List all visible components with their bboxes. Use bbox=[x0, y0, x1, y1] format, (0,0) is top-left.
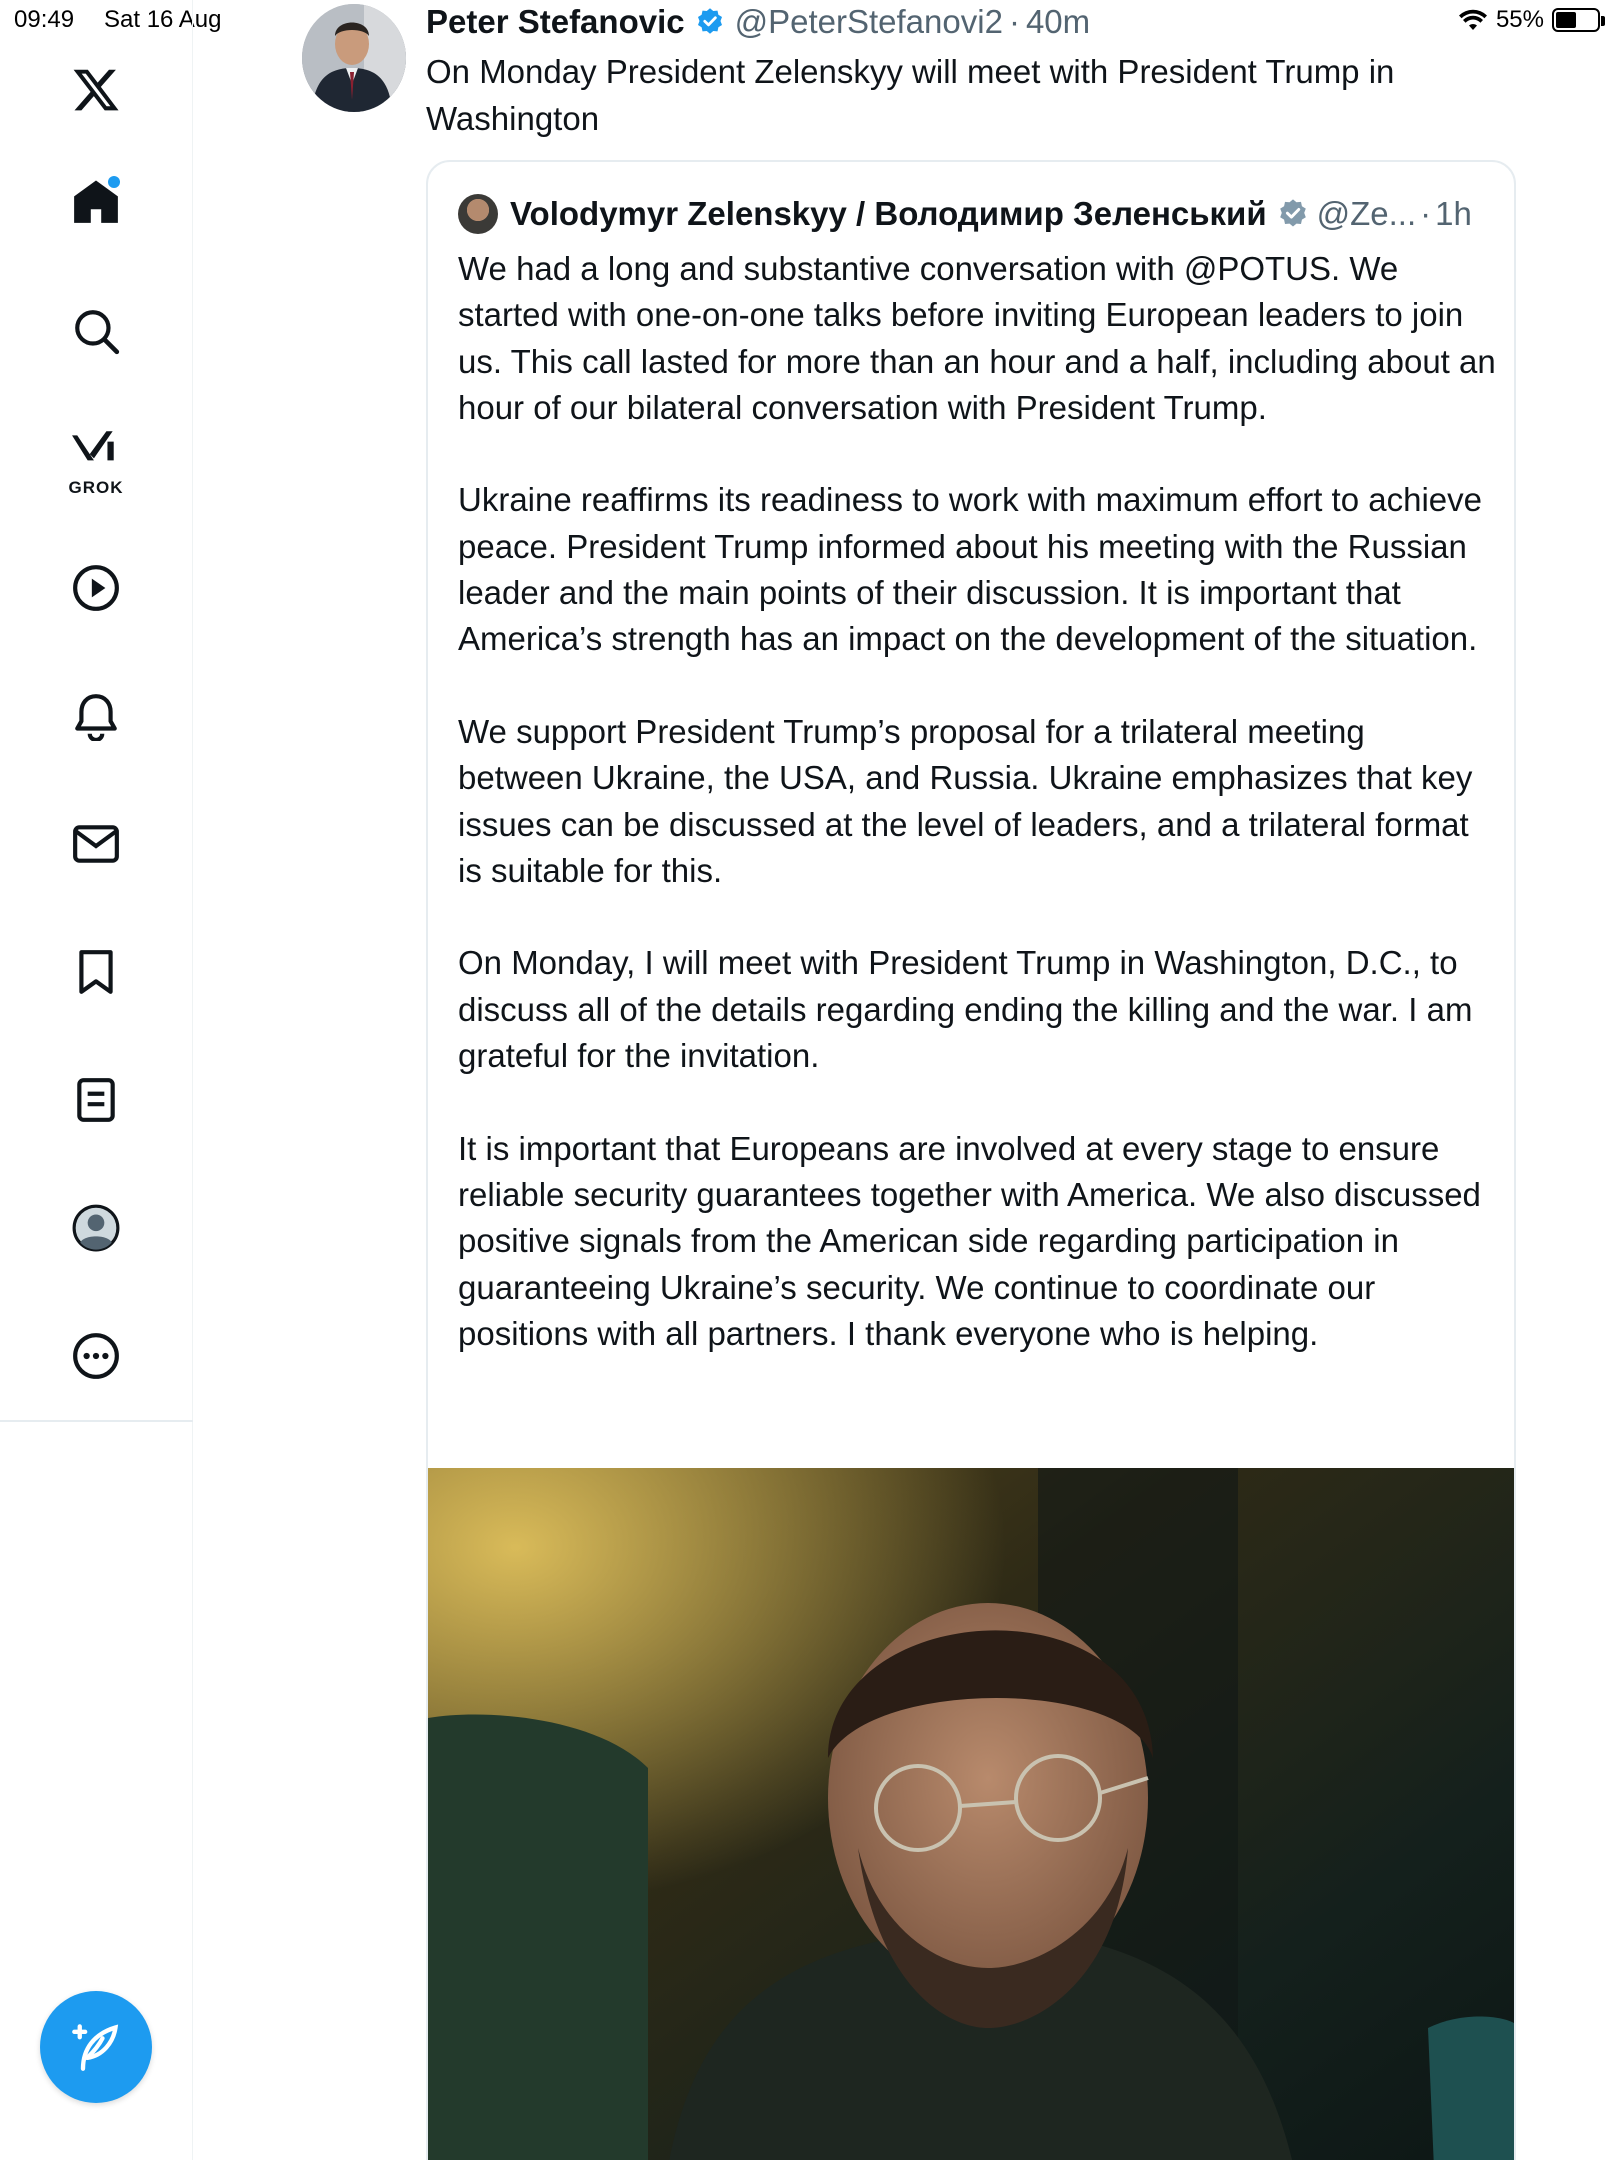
sidebar-divider bbox=[0, 1420, 193, 1422]
tweet-header bbox=[426, 0, 1090, 44]
bookmarks-icon[interactable] bbox=[62, 938, 130, 1006]
quoted-author-handle: @Ze... bbox=[1316, 195, 1417, 232]
quoted-paragraph: We support President Trump’s proposal for a trilateral meeting between Ukraine, the USA, and Russia. Ukraine emphasizes that key issues can be discussed at the level of leaders, and a trilateral format is suitable for this. bbox=[458, 712, 1473, 889]
quoted-tweet-card[interactable] bbox=[426, 160, 1516, 2160]
quoted-paragraph: Ukraine reaffirms its readiness to work with maximum effort to achieve peace. President Trump informed about his meeting with the Russian leader and the main points of their discussion. It is important that America’s strength has an impact on the development of the situation. bbox=[458, 481, 1482, 658]
notifications-icon[interactable] bbox=[62, 682, 130, 750]
status-right bbox=[1458, 6, 1600, 34]
grok-icon[interactable] bbox=[62, 416, 130, 484]
tweet-text: On Monday President Zelenskyy will meet with President Trump in Washington bbox=[426, 53, 1395, 137]
quoted-paragraph: On Monday, I will meet with President Trump in Washington, D.C., to discuss all of the details regarding ending the killing and the war. I am grateful for the invitation. bbox=[458, 944, 1473, 1075]
profile-icon[interactable] bbox=[62, 1194, 130, 1262]
quoted-paragraph: We had a long and substantive conversation with @POTUS. We started with one-on-one talks before inviting European leaders to join us. This call lasted for more than an hour and a half, including about an hour of our bilateral conversation with President Trump. bbox=[458, 250, 1496, 426]
quoted-author-name: Volodymyr Zelenskyy / Володимир Зеленський bbox=[510, 195, 1267, 232]
quoted-paragraph: It is important that Europeans are involved at every stage to ensure reliable security guarantees together with America. We also discussed positive signals from the American side regarding participation in guaranteeing Ukraine’s security. We continue to coordinate our positions with all partners. I thank everyone who is helping. bbox=[458, 1129, 1481, 1352]
sidebar-nav bbox=[0, 0, 193, 2160]
quoted-tweet-photo[interactable] bbox=[428, 1468, 1516, 2160]
quoted-tweet-time: 1h bbox=[1435, 195, 1472, 232]
separator-dot: · bbox=[1420, 195, 1432, 232]
battery-percent: 55% bbox=[1495, 6, 1544, 33]
battery-icon bbox=[1552, 8, 1600, 32]
author-handle[interactable]: @PeterStefanovi2 bbox=[734, 3, 1003, 40]
video-icon[interactable] bbox=[62, 554, 130, 622]
x-logo-icon[interactable] bbox=[62, 56, 130, 124]
author-name[interactable]: Peter Stefanovic bbox=[426, 3, 685, 40]
tweet-time[interactable]: 40m bbox=[1025, 3, 1091, 40]
quoted-tweet-header bbox=[458, 192, 1472, 236]
messages-icon[interactable] bbox=[62, 810, 130, 878]
status-date: Sat 16 Aug bbox=[104, 6, 222, 33]
search-icon[interactable] bbox=[62, 297, 130, 365]
compose-button[interactable] bbox=[40, 1991, 152, 2103]
verified-badge-icon bbox=[1277, 198, 1309, 230]
separator-dot: · bbox=[1008, 3, 1020, 40]
more-icon[interactable] bbox=[62, 1322, 130, 1390]
verified-badge-icon bbox=[695, 7, 725, 37]
wifi-icon bbox=[1458, 8, 1488, 32]
author-avatar[interactable] bbox=[302, 4, 406, 112]
home-icon[interactable] bbox=[62, 168, 130, 236]
compose-icon bbox=[70, 2021, 122, 2073]
notification-dot bbox=[108, 176, 120, 188]
grok-label: GROK bbox=[68, 478, 124, 497]
quoted-author-avatar bbox=[458, 194, 498, 234]
lists-icon[interactable] bbox=[62, 1066, 130, 1134]
quoted-tweet-body bbox=[458, 246, 1498, 1403]
status-time: 09:49 bbox=[14, 6, 75, 33]
battery-fill bbox=[1556, 12, 1576, 28]
